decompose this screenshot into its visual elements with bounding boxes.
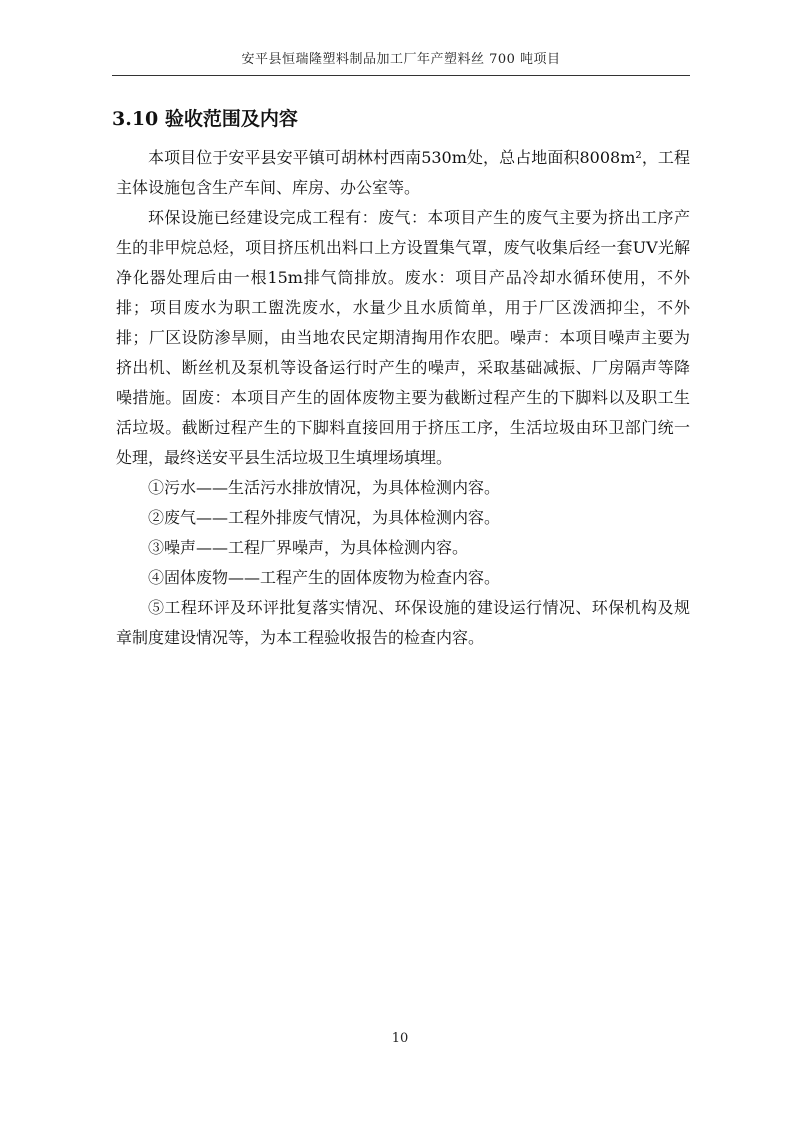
- running-header: 安平县恒瑞隆塑料制品加工厂年产塑料丝 700 吨项目: [241, 52, 561, 67]
- list-item-exhaust-gas: ②废气——工程外排废气情况，为具体检测内容。: [148, 508, 501, 527]
- list-item-noise: ③噪声——工程厂界噪声，为具体检测内容。: [148, 538, 469, 557]
- body-text: [116, 143, 690, 653]
- paragraph-project-location: 本项目位于安平县安平镇可胡林村西南530m处，总占地面积8008m²，工程主体设施包含生产车间、库房、办公室等。: [116, 148, 690, 197]
- section-title: 3.10 验收范围及内容: [112, 108, 298, 130]
- paragraph-environmental-facilities: 环保设施已经建设完成工程有：废气：本项目产生的废气主要为挤出工序产生的非甲烷总烃，项目挤压机出料口上方设置集气罩，废气收集后经一套UV光解净化器处理后由一根15m排气筒排放。废水：项目产品冷却水循环使用，不外排；项目废水为职工盥洗废水，水量少且水质简单，用于厂区泼洒抑尘，不外排；厂区设防渗旱厕，由当地农民定期清掏用作农肥。噪声：本项目噪声主要为挤出机、断丝机及泵机等设备运行时产生的噪声，采取基础减振、厂房隔声等降噪措施。固废：本项目产生的固体废物主要为截断过程产生的下脚料以及职工生活垃圾。截断过程产生的下脚料直接回用于挤压工序，生活垃圾由环卫部门统一处理，最终送安平县生活垃圾卫生填埋场填埋。: [116, 208, 690, 467]
- list-item-wastewater: ①污水——生活污水排放情况，为具体检测内容。: [148, 478, 501, 497]
- list-item-solid-waste: ④固体废物——工程产生的固体废物为检查内容。: [148, 568, 501, 587]
- header-rule: [112, 75, 690, 76]
- list-item-eia-implementation: ⑤工程环评及环评批复落实情况、环保设施的建设运行情况、环保机构及规章制度建设情况等，为本工程验收报告的检查内容。: [116, 598, 690, 647]
- page-number: 10: [391, 1031, 409, 1046]
